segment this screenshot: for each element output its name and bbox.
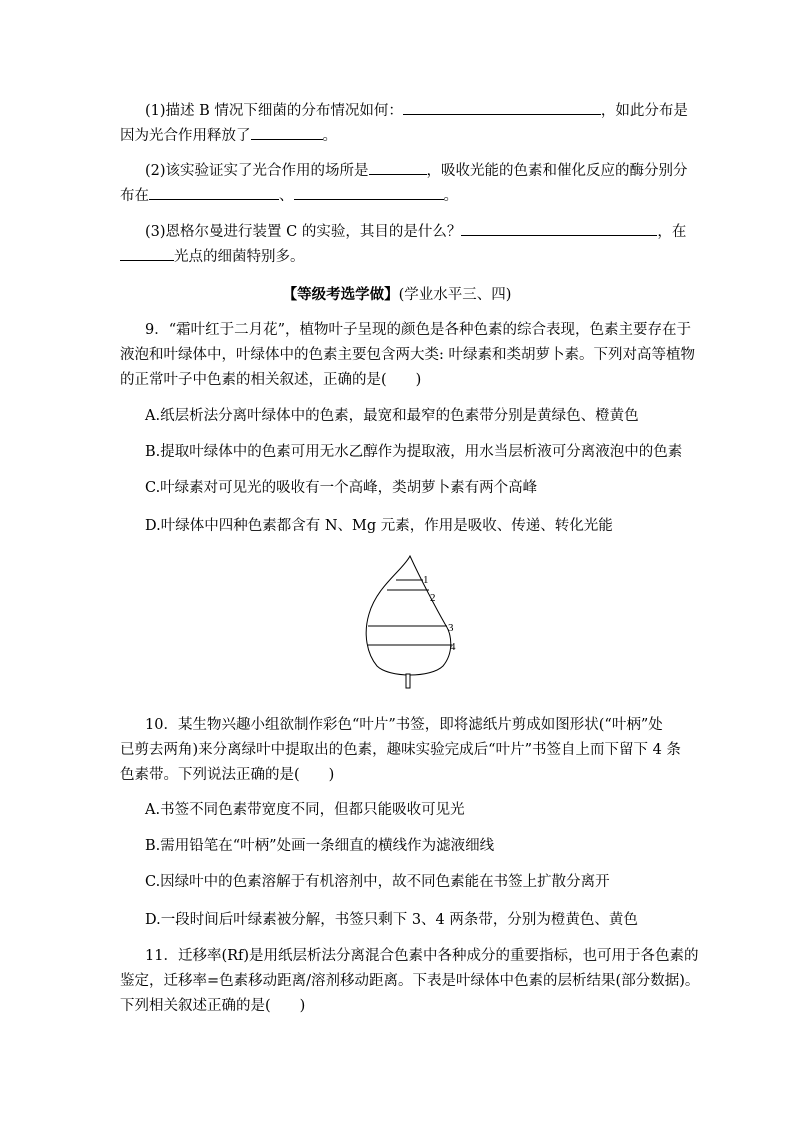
answer-blank (251, 125, 323, 140)
q8-part1-line2: 因为光合作用释放了 。 (120, 125, 680, 146)
q11-stem-line1: 11．迁移率(Rf)是用纸层析法分离混合色素中各种成分的重要指标，也可用于各色素的 (145, 948, 699, 964)
q8-part1-line1: (1)描述 B 情况下细菌的分布情况如何： ，如此分布是 (145, 100, 705, 121)
q11-stem-line3: 下列相关叙述正确的是( ) (120, 998, 306, 1014)
leaf-stem (406, 674, 410, 688)
band-label-4: 4 (450, 641, 456, 653)
leaf-outline (366, 556, 451, 675)
q10-option-b: B.需用铅笔在“叶柄”处画一条细直的横线作为滤液细线 (145, 838, 495, 854)
q9-stem-line1: 9．“霜叶红于二月花”，植物叶子呈现的颜色是各种色素的综合表现，色素主要存在于 (145, 322, 692, 338)
q9-option-c: C.叶绿素对可见光的吸收有一个高峰，类胡萝卜素有两个高峰 (145, 480, 538, 496)
answer-blank (461, 221, 657, 236)
q10-stem-line3: 色素带。下列说法正确的是( ) (120, 767, 335, 783)
answer-blank (294, 185, 444, 200)
band-label-2: 2 (430, 592, 436, 604)
q10-option-a: A.书签不同色素带宽度不同，但都只能吸收可见光 (145, 802, 465, 818)
q9-option-a: A.纸层析法分离叶绿体中的色素，最宽和最窄的色素带分别是黄绿色、橙黄色 (145, 408, 639, 424)
q9-stem-line2: 液泡和叶绿体中，叶绿体中的色素主要包含两大类: 叶绿素和类胡萝卜素。下列对高等植物 (120, 347, 695, 363)
q8-part3-line1: (3)恩格尔曼进行装置 C 的实验，其目的是什么？ ，在 (145, 221, 705, 242)
answer-blank (369, 160, 427, 175)
section-heading: 【等级考选学做】(学业水平三、四) (282, 286, 512, 303)
answer-blank (403, 100, 601, 115)
q9-stem-line3: 的正常叶子中色素的相关叙述，正确的是( ) (120, 372, 422, 388)
q10-stem-line2: 已剪去两角)来分离绿叶中提取出的色素，趣味实验完成后“叶片”书签自上而下留下 4 条 (120, 742, 681, 758)
q11-stem-line2: 鉴定，迁移率=色素移动距离/溶剂移动距离。下表是叶绿体中色素的层析结果(部分数据)。 (120, 973, 700, 989)
answer-blank (149, 185, 279, 200)
leaf-bookmark-figure (355, 552, 465, 692)
band-label-3: 3 (448, 622, 454, 634)
q10-option-c: C.因绿叶中的色素溶解于有机溶剂中，故不同色素能在书签上扩散分离开 (145, 874, 610, 890)
q8-part2-line2: 布在 、 。 (120, 185, 680, 206)
q8-part3-line2: 光点的细菌特别多。 (120, 246, 680, 267)
q9-option-d: D.叶绿体中四种色素都含有 N、Mg 元素，作用是吸收、传递、转化光能 (145, 518, 613, 534)
q10-stem-line1: 10．某生物兴趣小组欲制作彩色“叶片”书签，即将滤纸片剪成如图形状(“叶柄”处 (145, 717, 663, 733)
q9-option-b: B.提取叶绿体中的色素可用无水乙醇作为提取液，用水当层析液可分离液泡中的色素 (145, 444, 683, 460)
answer-blank (120, 246, 174, 261)
q8-part2-line1: (2)该实验证实了光合作用的场所是 ，吸收光能的色素和催化反应的酶分别分 (145, 160, 705, 181)
q10-option-d: D.一段时间后叶绿素被分解，书签只剩下 3、4 两条带，分别为橙黄色、黄色 (145, 912, 638, 928)
band-label-1: 1 (423, 574, 429, 586)
